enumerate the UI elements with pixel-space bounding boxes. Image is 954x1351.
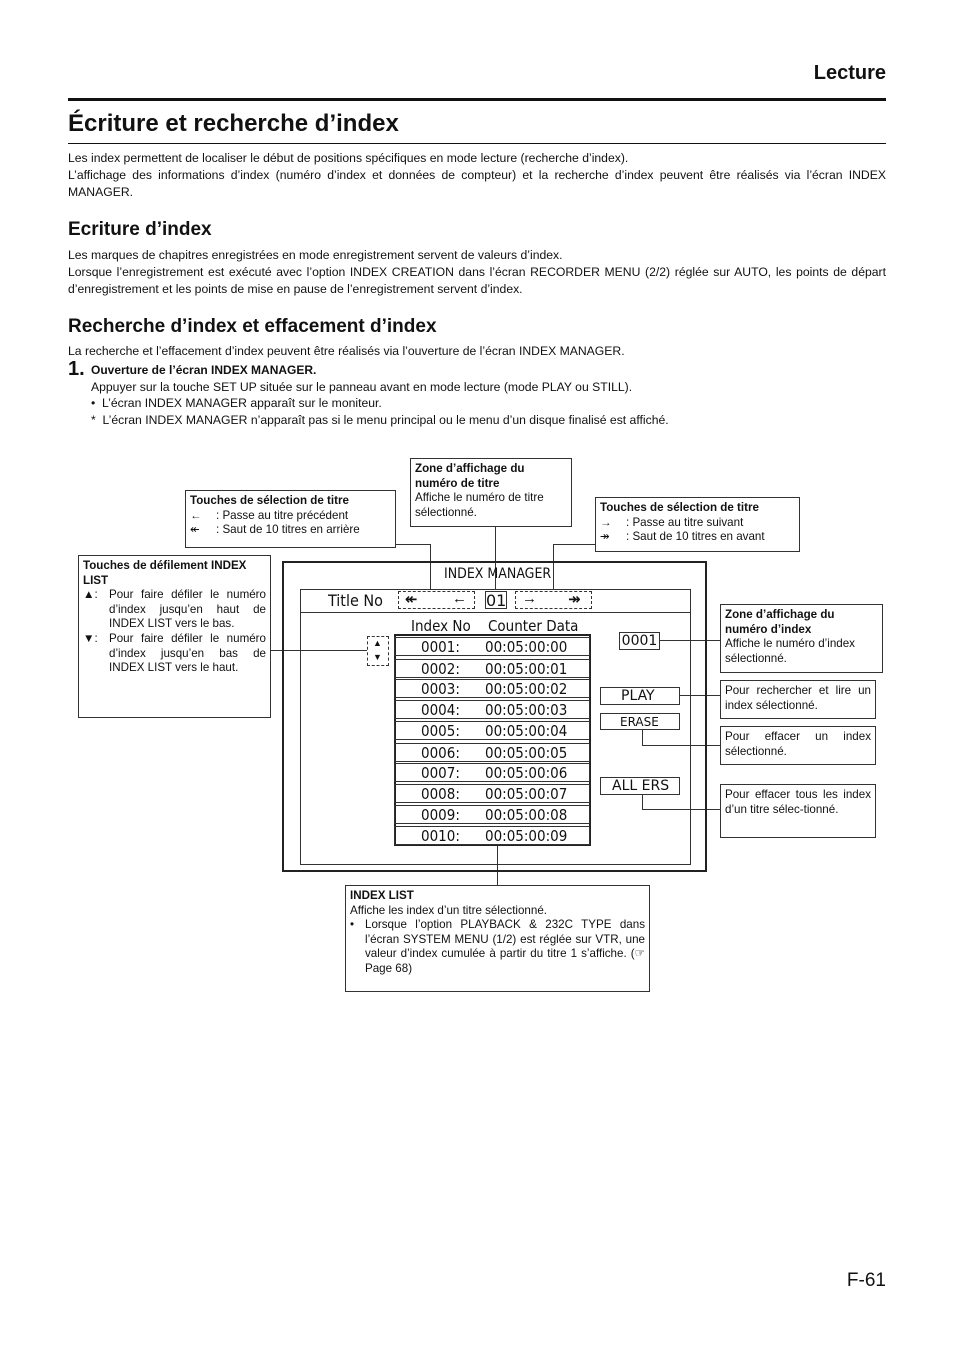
counter-value: 00:05:00:07 — [485, 785, 568, 803]
table-row[interactable] — [394, 679, 590, 698]
callout-scroll-up-row — [83, 588, 266, 632]
note-text: L’écran INDEX MANAGER n’apparaît pas si le menu principal ou le menu d’un disque finalisé est affiché. — [102, 413, 669, 427]
step-bullet — [91, 396, 382, 410]
counter-value: 00:05:00:09 — [485, 827, 568, 845]
callout-index-zone-text: Affiche le numéro d’index sélectionné. — [725, 637, 855, 665]
callout-title-next-row-2 — [600, 530, 795, 545]
callout-title-next-title: Touches de sélection de titre — [600, 501, 759, 514]
index-number: 0005: — [421, 722, 460, 740]
arrow-left-icon: ← — [190, 508, 202, 522]
intro-paragraph — [68, 150, 886, 201]
triangle-up-icon: ▲: — [83, 588, 98, 602]
callout-all-ers: Pour effacer tous les index d’un titre sélec-tionné. — [720, 784, 876, 838]
callout-scroll-title: Touches de défilement INDEX LIST — [83, 559, 247, 587]
leader-line — [553, 544, 595, 545]
callout-scroll-down-row — [83, 632, 266, 676]
index-number: 0009: — [421, 806, 460, 824]
callout-index-list-text: Affiche les index d’un titre sélectionné. — [350, 903, 547, 917]
table-row[interactable] — [394, 826, 590, 845]
callout-title-prev-row-2 — [190, 523, 391, 538]
erase-button[interactable]: ERASE — [600, 713, 680, 730]
step-note — [91, 413, 669, 427]
index-number: 0003: — [421, 680, 460, 698]
section1-heading: Ecriture d’index — [68, 219, 212, 240]
callout-scroll-up: Pour faire défiler le numéro d’index jusqu’en haut de INDEX LIST vers le bas. — [109, 588, 266, 631]
callout-index-zone-title: Zone d’affichage du numéro d’index — [725, 608, 835, 636]
callout-play: Pour rechercher et lire un index sélectionné. — [720, 680, 876, 719]
index-number: 0002: — [421, 660, 460, 678]
triangle-down-icon: ▼: — [83, 631, 98, 645]
index-number: 0007: — [421, 764, 460, 782]
callout-erase: Pour effacer un index sélectionné. — [720, 726, 876, 765]
double-arrow-right-icon[interactable]: ↠ — [568, 591, 581, 608]
arrow-right-icon: → — [600, 515, 612, 529]
callout-index-list-title: INDEX LIST — [350, 889, 414, 902]
scroll-down-icon[interactable]: ▼ — [373, 652, 382, 662]
counter-value: 00:05:00:03 — [485, 701, 568, 719]
callout-title-next-item-2: : Saut de 10 titres en avant — [626, 530, 765, 544]
title-rule — [68, 143, 886, 144]
bullet-marker: • — [91, 396, 103, 410]
header-rule — [68, 98, 886, 101]
scroll-up-icon[interactable]: ▲ — [373, 638, 382, 648]
section2-heading: Recherche d’index et effacement d’index — [68, 316, 437, 337]
counter-data-header: Counter Data — [488, 617, 579, 635]
screen-divider — [300, 612, 691, 613]
intro-line-1: Les index permettent de localiser le début de positions spécifiques en mode lecture (recherche d’index). — [68, 151, 629, 165]
index-number: 0004: — [421, 701, 460, 719]
double-arrow-left-icon: ↞ — [190, 523, 200, 537]
table-row[interactable] — [394, 805, 590, 824]
screen-title: INDEX MANAGER — [444, 566, 552, 582]
table-row[interactable] — [394, 637, 590, 656]
index-no-header: Index No — [411, 617, 471, 635]
step-number: 1. — [68, 358, 85, 380]
step-title: Ouverture de l’écran INDEX MANAGER. — [91, 363, 317, 377]
callout-title-next — [595, 497, 800, 552]
counter-value: 00:05:00:02 — [485, 680, 568, 698]
counter-value: 00:05:00:01 — [485, 660, 568, 678]
section-label: Lecture — [813, 62, 886, 84]
section1-paragraph — [68, 247, 886, 298]
callout-title-next-row-1 — [600, 516, 795, 531]
table-row[interactable] — [394, 743, 590, 762]
table-row[interactable] — [394, 721, 590, 740]
title-no-label: Title No — [328, 591, 383, 610]
index-number: 0001: — [421, 638, 460, 656]
counter-value: 00:05:00:04 — [485, 722, 568, 740]
double-arrow-right-icon: ↠ — [600, 530, 610, 544]
double-arrow-left-icon[interactable]: ↞ — [405, 591, 418, 608]
page-number: F-61 — [846, 1270, 886, 1291]
callout-index-list-bullet: Lorsque l’option PLAYBACK & 232C TYPE dans l’écran SYSTEM MENU (1/2) est réglée sur VTR, une valeur d’index cumulée à partir du titre 1 s’affiche. (☞ Page 68) — [365, 918, 645, 975]
play-button[interactable]: PLAY — [600, 687, 680, 705]
intro-line-2: L’affichage des informations d’index (numéro d’index et données de compteur) et la recherche d’index peuvent être réalisés via l’écran INDEX MANAGER. — [68, 168, 886, 199]
table-row[interactable] — [394, 700, 590, 719]
arrow-left-icon[interactable]: ← — [452, 590, 467, 607]
table-row[interactable] — [394, 763, 590, 782]
callout-title-prev-item-2: : Saut de 10 titres en arrière — [216, 523, 360, 537]
note-marker: * — [91, 413, 103, 427]
index-number: 0006: — [421, 744, 460, 762]
index-number: 0008: — [421, 785, 460, 803]
counter-value: 00:05:00:05 — [485, 744, 568, 762]
callout-index-zone — [720, 604, 883, 673]
arrow-right-icon[interactable]: → — [522, 590, 537, 607]
callout-title-prev — [185, 490, 396, 548]
page-title: Écriture et recherche d’index — [68, 110, 399, 137]
callout-title-zone-text: Affiche le numéro de titre sélectionné. — [415, 491, 544, 519]
title-no-value: 01 — [486, 591, 507, 610]
all-ers-button[interactable]: ALL ERS — [600, 777, 680, 795]
index-number: 0010: — [421, 827, 460, 845]
section2-line: La recherche et l’effacement d’index peuvent être réalisés via l’ouverture de l’écran INDEX MANAGER. — [68, 344, 625, 358]
table-row[interactable] — [394, 784, 590, 803]
callout-title-zone-title: Zone d’affichage du numéro de titre — [415, 462, 525, 490]
callout-title-prev-row-1 — [190, 509, 391, 524]
bullet-marker: • — [350, 918, 355, 932]
callout-index-list — [345, 885, 650, 992]
callout-scroll — [78, 555, 271, 718]
section1-line-2: Lorsque l’enregistrement est exécuté avec l’option INDEX CREATION dans l’écran RECORDER MENU (2/2) réglée sur AUTO, les points de départ d’enregistrement et les points de mise en pause de l’enregistrement servent d’index. — [68, 265, 886, 296]
callout-title-prev-title: Touches de sélection de titre — [190, 494, 349, 507]
table-row[interactable] — [394, 659, 590, 678]
bullet-text: L’écran INDEX MANAGER apparaît sur le moniteur. — [102, 396, 382, 410]
counter-value: 00:05:00:08 — [485, 806, 568, 824]
callout-scroll-down: Pour faire défiler le numéro d’index jusqu’en bas de INDEX LIST vers le haut. — [109, 631, 266, 675]
section1-line-1: Les marques de chapitres enregistrées en mode enregistrement servent de valeurs d’index. — [68, 248, 563, 262]
callout-title-prev-item-1: : Passe au titre précédent — [216, 508, 349, 522]
leader-line — [396, 544, 431, 545]
callout-index-list-bullet-row — [350, 918, 645, 976]
callout-title-next-item-1: : Passe au titre suivant — [626, 515, 744, 529]
callout-title-zone — [410, 458, 572, 527]
counter-value: 00:05:00:06 — [485, 764, 568, 782]
step-text: Appuyer sur la touche SET UP située sur le panneau avant en mode lecture (mode PLAY ou STILL). — [91, 380, 633, 394]
counter-value: 00:05:00:00 — [485, 638, 568, 656]
selected-index-display: 0001 — [619, 632, 660, 650]
